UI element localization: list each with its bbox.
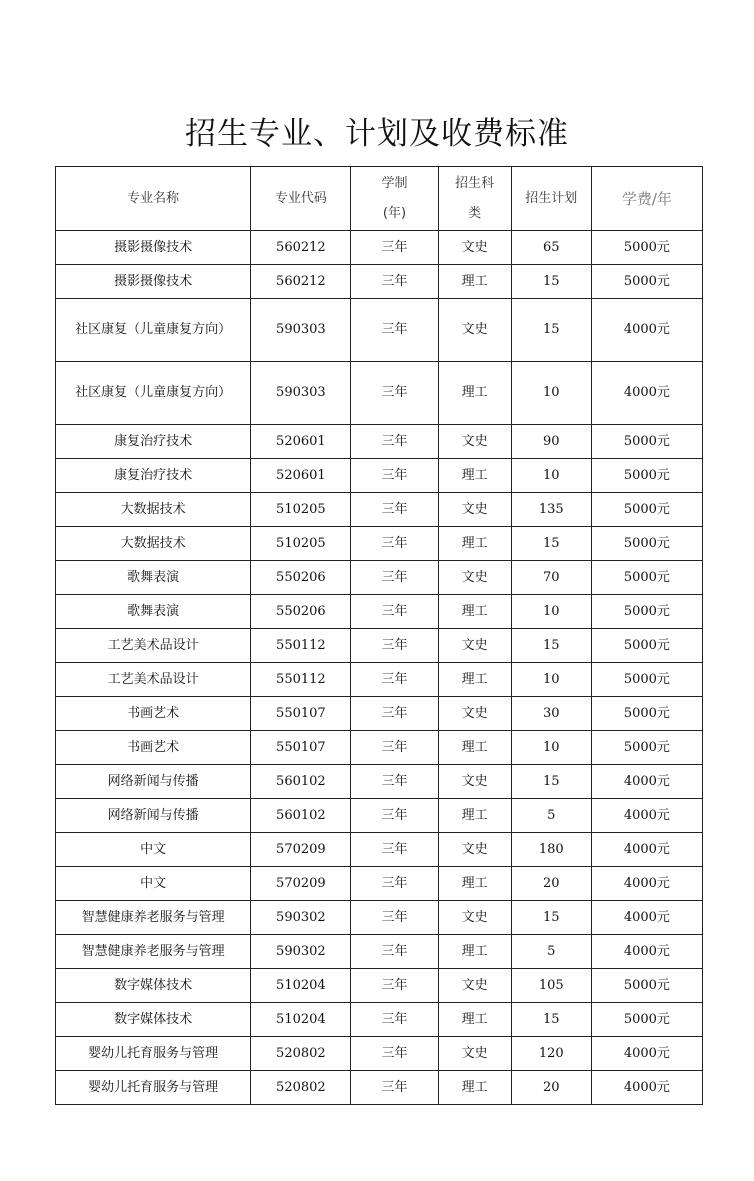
cell-study-length: 三年 [351,833,438,867]
cell-major-name [56,1037,251,1071]
cell-major-code: 550206 [251,561,351,595]
cell-category: 理工 [438,595,511,629]
cell-study-length: 三年 [351,663,438,697]
cell-fee: 5000元 [591,663,702,697]
cell-study-length: 三年 [351,561,438,595]
cell-fee: 5000元 [591,595,702,629]
cell-major-name [56,265,251,299]
cell-category: 理工 [438,1071,511,1105]
cell-fee: 4000元 [591,765,702,799]
cell-major-name [56,561,251,595]
cell-fee: 5000元 [591,493,702,527]
cell-major-code: 560212 [251,231,351,265]
cell-study-length: 三年 [351,969,438,1003]
cell-study-length: 三年 [351,299,438,362]
cell-category: 文史 [438,1037,511,1071]
cell-category: 理工 [438,459,511,493]
major-name-text: 工艺美术品设计 [107,671,199,687]
cell-plan: 30 [511,697,591,731]
cell-category: 理工 [438,935,511,969]
cell-study-length: 三年 [351,362,438,425]
cell-study-length: 三年 [351,765,438,799]
cell-fee: 5000元 [591,561,702,595]
table-row [56,765,703,799]
major-name-text: 大数据技术 [120,501,186,517]
cell-plan: 10 [511,663,591,697]
cell-fee: 5000元 [591,731,702,765]
header-study-length-label: 学制(年) [381,175,408,221]
cell-category: 文史 [438,493,511,527]
cell-category: 文史 [438,425,511,459]
cell-major-code: 590303 [251,362,351,425]
cell-study-length: 三年 [351,493,438,527]
cell-major-name [56,459,251,493]
cell-study-length: 三年 [351,1071,438,1105]
cell-fee: 5000元 [591,969,702,1003]
table-row [56,595,703,629]
cell-major-name [56,663,251,697]
table-row [56,265,703,299]
cell-major-name [56,901,251,935]
cell-major-name [56,231,251,265]
cell-major-code: 520601 [251,425,351,459]
enrollment-fee-table [55,166,703,1105]
table-row [56,901,703,935]
cell-fee: 4000元 [591,362,702,425]
cell-study-length: 三年 [351,425,438,459]
table-row [56,1003,703,1037]
table-header-row [56,167,703,231]
cell-fee: 5000元 [591,1003,702,1037]
major-name-text: 歌舞表演 [127,569,180,585]
cell-category: 理工 [438,527,511,561]
cell-plan: 10 [511,459,591,493]
cell-study-length: 三年 [351,527,438,561]
cell-plan: 15 [511,629,591,663]
major-name-text: 书画艺术 [127,705,180,721]
cell-plan: 20 [511,1071,591,1105]
cell-major-name [56,362,251,425]
cell-category: 文史 [438,833,511,867]
header-category [438,167,511,231]
cell-plan: 10 [511,731,591,765]
cell-fee: 4000元 [591,1037,702,1071]
cell-major-name [56,969,251,1003]
cell-study-length: 三年 [351,1003,438,1037]
cell-major-name [56,493,251,527]
cell-category: 理工 [438,867,511,901]
cell-plan: 65 [511,231,591,265]
major-name-text: 书画艺术 [127,739,180,755]
cell-fee: 5000元 [591,425,702,459]
cell-category: 文史 [438,231,511,265]
table-row [56,731,703,765]
cell-major-name [56,425,251,459]
major-name-text: 中文 [140,875,167,891]
cell-major-name [56,765,251,799]
cell-study-length: 三年 [351,901,438,935]
cell-category: 理工 [438,362,511,425]
header-study-length [351,167,438,231]
cell-major-code: 570209 [251,833,351,867]
header-major-code: 专业代码 [251,167,351,231]
cell-major-name [56,1003,251,1037]
cell-major-code: 510205 [251,493,351,527]
table-row [56,459,703,493]
cell-category: 文史 [438,901,511,935]
major-name-text: 数字媒体技术 [114,977,193,993]
major-name-text: 中文 [140,841,167,857]
cell-study-length: 三年 [351,265,438,299]
header-fee: 学费/年 [591,167,702,231]
cell-plan: 10 [511,595,591,629]
cell-plan: 120 [511,1037,591,1071]
cell-major-code: 510205 [251,527,351,561]
cell-major-code: 510204 [251,1003,351,1037]
cell-major-name [56,935,251,969]
header-plan: 招生计划 [511,167,591,231]
cell-study-length: 三年 [351,799,438,833]
cell-fee: 5000元 [591,265,702,299]
cell-major-name [56,595,251,629]
cell-major-code: 560212 [251,265,351,299]
table-row [56,299,703,362]
major-name-text: 网络新闻与传播 [107,807,199,823]
cell-fee: 5000元 [591,231,702,265]
cell-major-code: 560102 [251,765,351,799]
table-row [56,697,703,731]
major-name-text: 数字媒体技术 [114,1011,193,1027]
major-name-text: 歌舞表演 [127,603,180,619]
table-row [56,629,703,663]
cell-major-code: 520802 [251,1037,351,1071]
major-name-text: 工艺美术品设计 [107,637,199,653]
cell-study-length: 三年 [351,1037,438,1071]
cell-major-code: 510204 [251,969,351,1003]
table-row [56,527,703,561]
cell-major-code: 520802 [251,1071,351,1105]
cell-plan: 15 [511,299,591,362]
cell-plan: 105 [511,969,591,1003]
cell-major-code: 570209 [251,867,351,901]
major-name-text: 社区康复（儿童康复方向） [75,385,232,400]
cell-major-name [56,1071,251,1105]
cell-major-code: 590303 [251,299,351,362]
cell-major-code: 590302 [251,901,351,935]
table-row [56,935,703,969]
cell-fee: 4000元 [591,901,702,935]
cell-major-code: 550112 [251,663,351,697]
cell-plan: 5 [511,799,591,833]
cell-fee: 5000元 [591,697,702,731]
cell-category: 文史 [438,629,511,663]
cell-category: 文史 [438,561,511,595]
cell-plan: 15 [511,765,591,799]
cell-fee: 4000元 [591,867,702,901]
cell-category: 文史 [438,969,511,1003]
cell-major-code: 520601 [251,459,351,493]
cell-fee: 4000元 [591,833,702,867]
table-row [56,561,703,595]
major-name-text: 摄影摄像技术 [114,273,193,289]
major-name-text: 智慧健康养老服务与管理 [81,909,225,925]
major-name-text: 大数据技术 [120,535,186,551]
cell-category: 理工 [438,731,511,765]
table-row [56,425,703,459]
table-row [56,969,703,1003]
table-row [56,799,703,833]
page-title: 招生专业、计划及收费标准 [185,116,569,152]
major-name-text: 婴幼儿托育服务与管理 [88,1045,219,1061]
cell-major-name [56,299,251,362]
cell-fee: 4000元 [591,1071,702,1105]
cell-plan: 15 [511,265,591,299]
cell-major-name [56,731,251,765]
cell-major-name [56,697,251,731]
cell-study-length: 三年 [351,731,438,765]
table-row [56,1037,703,1071]
cell-study-length: 三年 [351,935,438,969]
cell-plan: 10 [511,362,591,425]
cell-plan: 180 [511,833,591,867]
major-name-text: 康复治疗技术 [114,467,193,483]
major-name-text: 康复治疗技术 [114,433,193,449]
table-row [56,231,703,265]
cell-study-length: 三年 [351,459,438,493]
cell-fee: 5000元 [591,629,702,663]
cell-category: 理工 [438,1003,511,1037]
cell-category: 理工 [438,799,511,833]
cell-study-length: 三年 [351,231,438,265]
major-name-text: 网络新闻与传播 [107,773,199,789]
cell-study-length: 三年 [351,867,438,901]
cell-major-name [56,799,251,833]
cell-plan: 70 [511,561,591,595]
cell-category: 理工 [438,265,511,299]
major-name-text: 摄影摄像技术 [114,239,193,255]
cell-major-code: 590302 [251,935,351,969]
cell-plan: 5 [511,935,591,969]
table-row [56,833,703,867]
cell-major-code: 550112 [251,629,351,663]
cell-fee: 4000元 [591,299,702,362]
major-name-text: 社区康复（儿童康复方向） [75,322,232,337]
cell-study-length: 三年 [351,595,438,629]
table-row [56,867,703,901]
cell-plan: 15 [511,1003,591,1037]
cell-plan: 135 [511,493,591,527]
cell-major-name [56,833,251,867]
cell-study-length: 三年 [351,697,438,731]
table-body [56,231,703,1105]
cell-category: 文史 [438,765,511,799]
header-major-name: 专业名称 [56,167,251,231]
cell-category: 文史 [438,299,511,362]
cell-fee: 5000元 [591,459,702,493]
cell-fee: 5000元 [591,527,702,561]
cell-major-name [56,867,251,901]
cell-fee: 4000元 [591,935,702,969]
cell-plan: 20 [511,867,591,901]
major-name-text: 智慧健康养老服务与管理 [81,943,225,959]
cell-study-length: 三年 [351,629,438,663]
major-name-text: 婴幼儿托育服务与管理 [88,1079,219,1095]
table-row [56,663,703,697]
cell-major-name [56,629,251,663]
table-row [56,1071,703,1105]
cell-category: 文史 [438,697,511,731]
cell-major-code: 550107 [251,731,351,765]
cell-plan: 15 [511,527,591,561]
cell-major-code: 560102 [251,799,351,833]
header-category-label: 招生科类 [455,175,495,221]
cell-major-code: 550107 [251,697,351,731]
table-row [56,362,703,425]
cell-major-code: 550206 [251,595,351,629]
cell-fee: 4000元 [591,799,702,833]
cell-category: 理工 [438,663,511,697]
cell-plan: 90 [511,425,591,459]
table-row [56,493,703,527]
cell-plan: 15 [511,901,591,935]
cell-major-name [56,527,251,561]
